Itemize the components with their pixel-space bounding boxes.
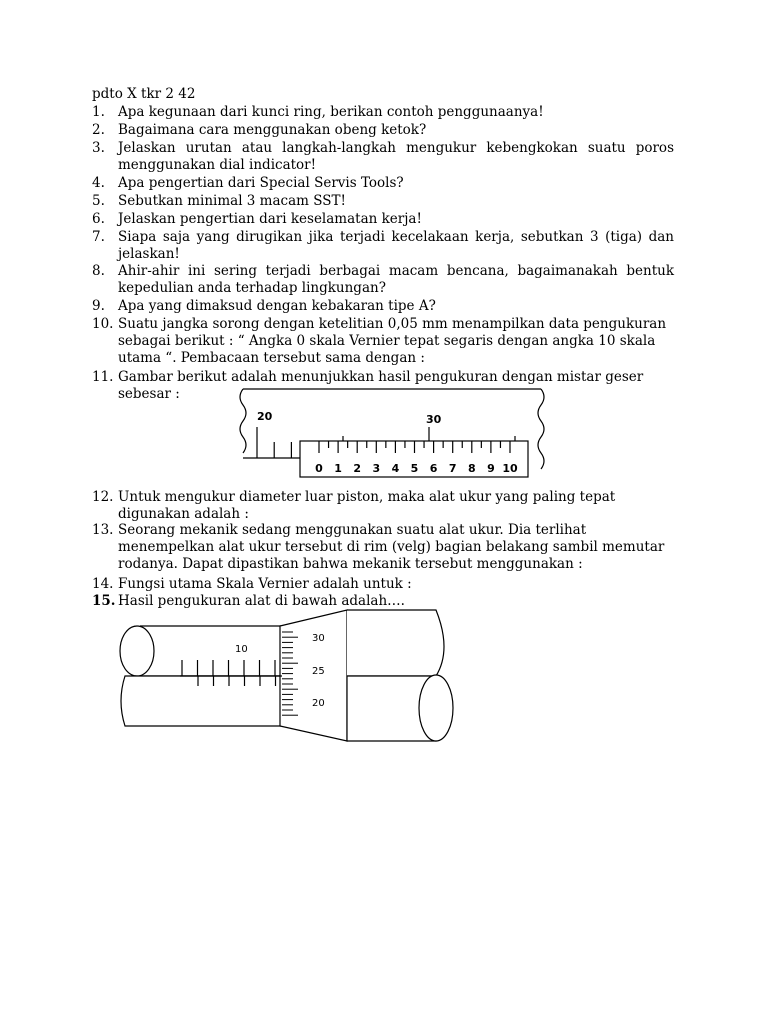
question-text: Siapa saja yang dirugikan jika terjadi kecelakaan kerja, sebutkan 3 (tiga) dan jelaskan! xyxy=(118,229,674,262)
vernier-scale-label: 2 xyxy=(353,462,362,475)
question-text: Gambar berikut adalah menunjukkan hasil pengukuran dengan mistar geser sebesar : xyxy=(118,369,644,402)
vernier-scale-label: 10 xyxy=(502,462,518,475)
spindle-end xyxy=(120,626,154,676)
question-text: Hasil pengukuran alat di bawah adalah…. xyxy=(118,593,405,609)
question-number: 10. xyxy=(92,316,114,332)
question-text: Apa kegunaan dari kunci ring, berikan contoh penggunaanya! xyxy=(118,104,544,120)
thimble-scale-label: 20 xyxy=(312,698,325,709)
thimble-scale-label: 30 xyxy=(312,633,325,644)
question-number: 14. xyxy=(92,576,114,592)
question-number: 11. xyxy=(92,369,114,385)
main-scale-label: 30 xyxy=(426,413,442,426)
question-text: Sebutkan minimal 3 macam SST! xyxy=(118,193,346,209)
question-number: 3. xyxy=(92,140,105,156)
question-text: Jelaskan pengertian dari keselamatan kerja! xyxy=(118,211,422,227)
question-number: 9. xyxy=(92,298,105,314)
question-number: 15. xyxy=(92,593,116,609)
question-number: 13. xyxy=(92,522,114,538)
ratchet-end xyxy=(419,675,453,741)
question-number: 1. xyxy=(92,104,105,120)
question-number: 5. xyxy=(92,193,105,209)
vernier-scale-label: 9 xyxy=(487,462,495,475)
question-text: Seorang mekanik sedang menggunakan suatu alat ukur. Dia terlihat menempelkan alat ukur tersebut di rim (velg) bagian belakang sambil memutar rodanya. Dapat dipastikan bahwa mekanik tersebut menggunakan : xyxy=(118,522,665,572)
question-text: Fungsi utama Skala Vernier adalah untuk : xyxy=(118,576,412,592)
main-scale-label: 20 xyxy=(257,410,273,423)
vernier-scale-label: 0 xyxy=(315,462,323,475)
sleeve-scale-label: 10 xyxy=(235,644,248,655)
question-number: 4. xyxy=(92,175,105,191)
vernier-scale-label: 8 xyxy=(467,462,476,475)
question-text: Suatu jangka sorong dengan ketelitian 0,05 mm menampilkan data pengukuran sebagai berikut : “ Angka 0 skala Vernier tepat segaris dengan angka 10 skala utama “. Pembacaan tersebut sama dengan : xyxy=(118,316,667,366)
spindle-cylinder xyxy=(140,626,282,676)
question-number: 12. xyxy=(92,489,114,505)
vernier-scale-label: 7 xyxy=(448,462,457,475)
sleeve-cylinder xyxy=(121,676,282,726)
ratchet-body xyxy=(347,610,444,676)
vernier-scale-label: 3 xyxy=(372,462,381,475)
thimble-scale-label: 25 xyxy=(312,666,325,677)
question-number: 8. xyxy=(92,263,105,279)
question-text: Untuk mengukur diameter luar piston, maka alat ukur yang paling tepat digunakan adalah : xyxy=(118,489,616,522)
vernier-scale-label: 1 xyxy=(334,462,342,475)
vernier-scale-label: 5 xyxy=(410,462,419,475)
question-number: 6. xyxy=(92,211,105,227)
question-text: Ahir-ahir ini sering terjadi berbagai macam bencana, bagaimanakah bentuk kepedulian anda terhadap lingkungan? xyxy=(118,263,674,296)
vernier-scale-label: 4 xyxy=(391,462,400,475)
question-number: 7. xyxy=(92,229,105,245)
vernier-scale-label: 6 xyxy=(429,462,438,475)
question-number: 2. xyxy=(92,122,105,138)
question-text: Jelaskan urutan atau langkah-langkah mengukur kebengkokan suatu poros menggunakan dial indicator! xyxy=(118,140,674,173)
question-text: Bagaimana cara menggunakan obeng ketok? xyxy=(118,122,427,138)
question-text: Apa yang dimaksud dengan kebakaran tipe A? xyxy=(118,298,436,314)
document-header: pdto X tkr 2 42 xyxy=(92,86,196,102)
question-text: Apa pengertian dari Special Servis Tools? xyxy=(118,175,404,191)
